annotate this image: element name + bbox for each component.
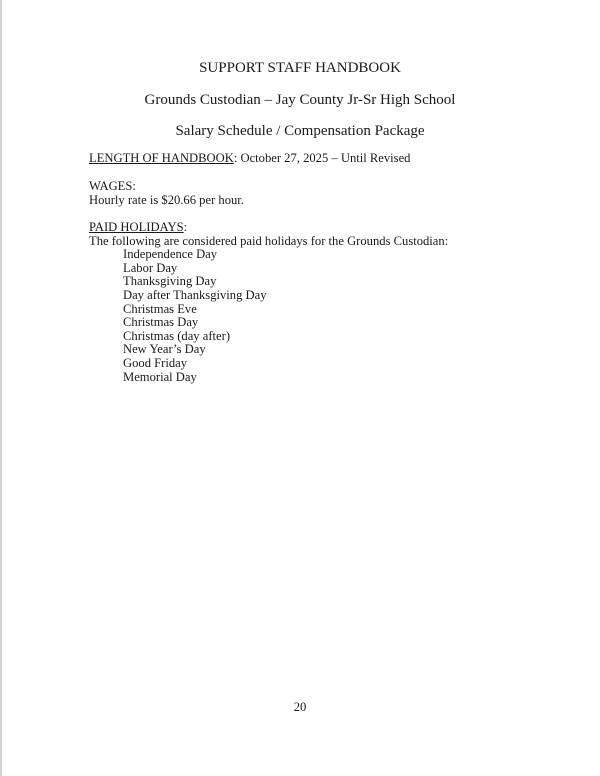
- list-item: Independence Day: [123, 247, 218, 262]
- page-number: 20: [293, 700, 307, 714]
- wages-text: Hourly rate is $20.66 per hour.: [89, 192, 244, 207]
- holidays-heading: [89, 221, 448, 235]
- document-title: SUPPORT STAFF HANDBOOK: [199, 60, 401, 76]
- list-item: Thanksgiving Day: [123, 274, 217, 289]
- holidays-label-colon: :: [183, 220, 188, 234]
- holidays-intro: The following are considered paid holidays for the Grounds Custodian:: [89, 233, 449, 248]
- list-item: Christmas Eve: [123, 301, 197, 316]
- wages-section: [89, 180, 244, 207]
- holiday-list: [89, 248, 448, 384]
- length-label: LENGTH OF HANDBOOK: [89, 151, 234, 165]
- list-item: Memorial Day: [123, 369, 197, 384]
- scan-edge: [0, 0, 2, 776]
- paid-holidays-section: [89, 221, 448, 384]
- length-value: : October 27, 2025 – Until Revised: [233, 151, 411, 165]
- wages-label: WAGES:: [89, 179, 136, 193]
- list-item: Christmas Day: [123, 315, 199, 330]
- section-title: Salary Schedule / Compensation Package: [175, 123, 425, 139]
- length-of-handbook: [89, 152, 410, 166]
- list-item: New Year’s Day: [123, 342, 206, 357]
- list-item: Good Friday: [123, 355, 188, 370]
- holidays-label: PAID HOLIDAYS: [89, 220, 184, 234]
- list-item: Christmas (day after): [123, 328, 231, 343]
- document-subtitle: Grounds Custodian – Jay County Jr-Sr High School: [144, 92, 456, 108]
- list-item: Labor Day: [123, 260, 178, 275]
- list-item: Day after Thanksgiving Day: [123, 287, 267, 302]
